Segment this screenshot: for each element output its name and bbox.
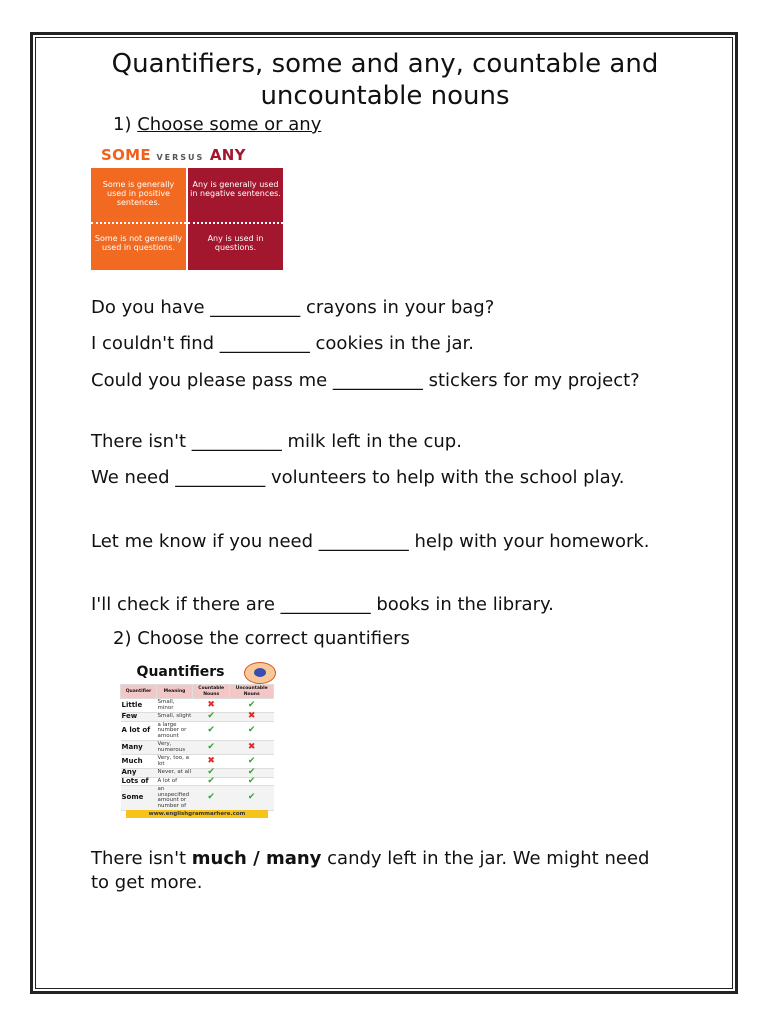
question-6: Let me know if you need __________ help with your homework. bbox=[91, 531, 650, 552]
quantifier-meaning: A lot of bbox=[157, 777, 193, 786]
source-footer: www.englishgrammarhere.com bbox=[126, 810, 268, 818]
section-1-heading bbox=[113, 114, 321, 135]
quantifiers-chart-title: Quantifiers bbox=[136, 664, 225, 680]
site-logo-icon bbox=[244, 662, 276, 684]
dotted-divider bbox=[91, 222, 186, 224]
question-1: Do you have __________ crayons in your bag? bbox=[91, 297, 495, 318]
any-rule-questions: Any is used in questions. bbox=[207, 234, 264, 252]
check-icon: ✔ bbox=[193, 786, 230, 811]
answer-choices: much / many bbox=[191, 848, 322, 869]
table-header: Countable Nouns bbox=[193, 685, 230, 699]
cross-icon: ✖ bbox=[193, 699, 230, 713]
some-word: SOME bbox=[101, 146, 151, 164]
cross-icon: ✖ bbox=[230, 713, 274, 722]
check-icon: ✔ bbox=[230, 721, 274, 741]
quantifier-word: Little bbox=[121, 699, 157, 713]
table-header: Quantifier bbox=[121, 685, 157, 699]
table-row bbox=[121, 786, 274, 811]
check-icon: ✔ bbox=[230, 777, 274, 786]
worksheet-title: Quantifiers, some and any, countable and uncountable nouns bbox=[111, 49, 659, 111]
check-icon: ✔ bbox=[193, 777, 230, 786]
final-question-end: candy left in the jar. We might need to get more. bbox=[91, 848, 650, 893]
question-5: We need __________ volunteers to help with the school play. bbox=[91, 467, 625, 488]
table-row bbox=[121, 741, 274, 755]
question-7: I'll check if there are __________ books in the library. bbox=[91, 594, 554, 615]
table-header: Meaning bbox=[157, 685, 193, 699]
check-icon: ✔ bbox=[230, 699, 274, 713]
some-versus-any-heading bbox=[101, 146, 246, 164]
quantifier-word: Many bbox=[121, 741, 157, 755]
quantifiers-table bbox=[120, 684, 274, 811]
any-panel bbox=[188, 168, 283, 270]
quantifier-word: Few bbox=[121, 713, 157, 722]
cross-icon: ✖ bbox=[193, 755, 230, 769]
quantifiers-chart-graphic bbox=[118, 660, 276, 820]
some-rule-questions: Some is not generally used in questions. bbox=[94, 234, 183, 252]
table-row bbox=[121, 713, 274, 722]
section-2-label: Choose the correct quantifiers bbox=[137, 628, 410, 649]
question-4: There isn't __________ milk left in the cup. bbox=[91, 431, 462, 452]
check-icon: ✔ bbox=[193, 741, 230, 755]
quantifier-meaning: Never, at all bbox=[157, 769, 192, 775]
check-icon: ✔ bbox=[193, 721, 230, 741]
any-rule-negative: Any is generally used in negative sentences. bbox=[190, 180, 281, 198]
check-icon: ✔ bbox=[193, 769, 230, 778]
section-2-number: 2) bbox=[113, 628, 132, 649]
quantifier-meaning: Small, minor bbox=[157, 699, 193, 713]
quantifier-word: Some bbox=[121, 786, 157, 811]
question-2: I couldn't find __________ cookies in the jar. bbox=[91, 333, 474, 354]
table-row bbox=[121, 777, 274, 786]
section-1-number: 1) bbox=[113, 114, 132, 135]
check-icon: ✔ bbox=[230, 786, 274, 811]
quantifier-word: A lot of bbox=[121, 721, 157, 741]
some-rule-positive: Some is generally used in positive sentences. bbox=[102, 180, 175, 207]
final-question-start: There isn't bbox=[91, 848, 192, 869]
some-panel bbox=[91, 168, 186, 270]
question-3: Could you please pass me __________ stickers for my project? bbox=[91, 370, 640, 391]
section-1-label: Choose some or any bbox=[137, 114, 322, 135]
check-icon: ✔ bbox=[193, 713, 230, 722]
quantifier-word: Any bbox=[121, 769, 157, 778]
table-header: Uncountable Nouns bbox=[230, 685, 274, 699]
quantifier-meaning: a large number or amount bbox=[157, 721, 193, 741]
versus-word: VERSUS bbox=[156, 153, 205, 162]
final-question bbox=[91, 847, 671, 895]
quantifier-word: Much bbox=[121, 755, 157, 769]
quantifier-meaning: an unspecified amount or number of bbox=[157, 786, 193, 811]
quantifier-meaning: Very, too, a lot bbox=[157, 755, 193, 769]
quantifier-meaning: Very, numerous bbox=[157, 741, 193, 755]
table-row bbox=[121, 721, 274, 741]
check-icon: ✔ bbox=[230, 755, 274, 769]
check-icon: ✔ bbox=[230, 769, 274, 778]
cross-icon: ✖ bbox=[230, 741, 274, 755]
section-2-heading bbox=[113, 628, 410, 649]
dotted-divider bbox=[188, 222, 283, 224]
quantifier-word: Lots of bbox=[121, 777, 157, 786]
quantifier-meaning: Small, slight bbox=[157, 713, 192, 719]
some-versus-any-graphic bbox=[91, 146, 286, 270]
any-word: ANY bbox=[209, 146, 246, 164]
